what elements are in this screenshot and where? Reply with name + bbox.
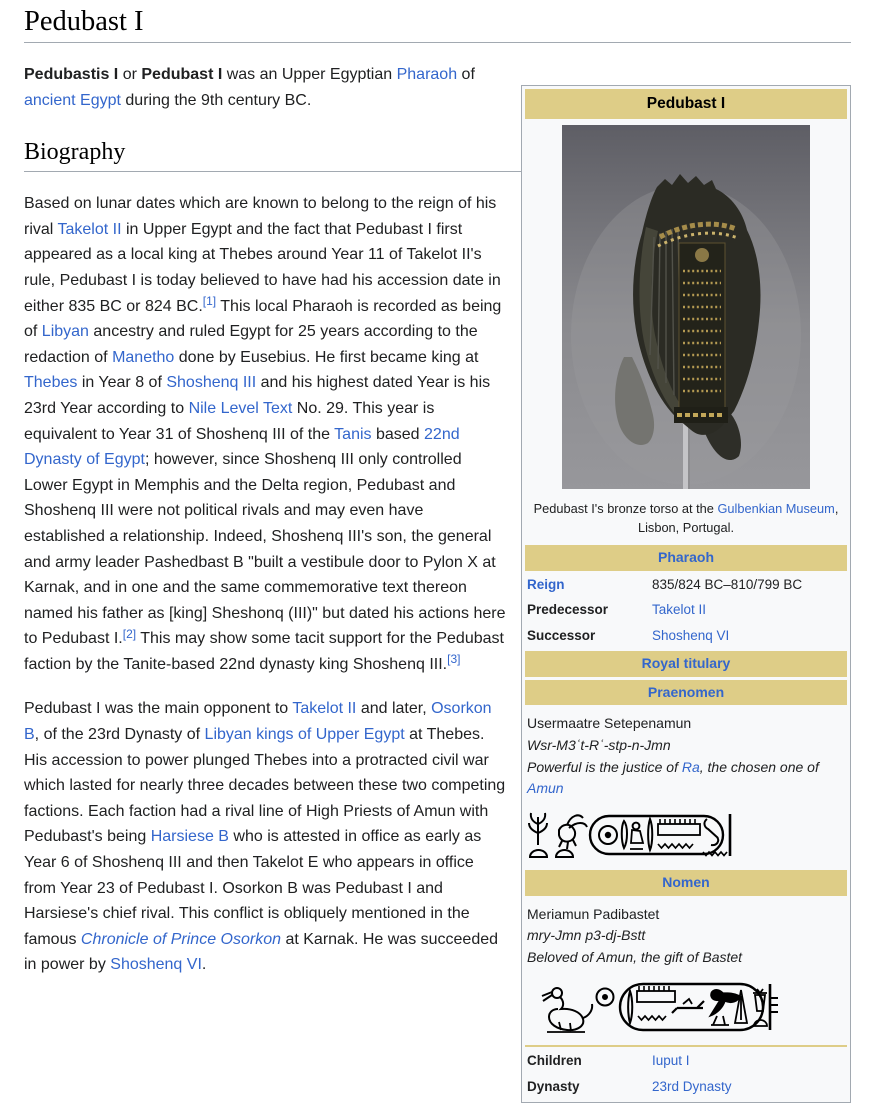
praenomen-name: Usermaatre Setepenamun	[527, 715, 692, 732]
nomen-meaning: Beloved of Amun, the gift of Bastet	[527, 949, 743, 966]
reference-link[interactable]: [1]	[202, 294, 217, 309]
children-link[interactable]: Iuput I	[652, 1052, 690, 1068]
pedubast-torso-image[interactable]	[562, 125, 810, 489]
biography-paragraph-1: Based on lunar dates which are known to belong to the reign of his rival Takelot II in Upper Egypt and the fact that Pedubast I first appeared as a local king at Thebes around Year 11 of Takelot II's rule, Pedubast I is today believed to have had his accession date in either 835 BC or 824 BC.[1] This local Pharaoh is recorded as being of Libyan ancestry and ruled Egypt for 25 years according to the redaction of Manetho done by Eusebius. He first became king at Thebes in Year 8 of Shoshenq III and his highest dated Year is his 23rd Year according to Nile Level Text No. 29. This year is equivalent to Year 31 of Shoshenq III of the Tanis based 22nd Dynasty of Egypt; however, since Shoshenq III only controlled Lower Egypt in Memphis and the Delta region, Pedubast and Shoshenq III were not political rivals and may even have established a relationship. Indeed, Shoshenq III's son, the general and army leader Pashedbast B "built a vestibule door to Pylon X at Karnak, and in one and the same commemorative text thereon named his father as [king] Sheshonq (III)" but dated his actions here to Pedubast I.[2] This may show some tacit support for the Pedubast faction by the Tanite-based 22nd dynasty king Shoshenq III.[3]	[24, 195, 506, 673]
biography-heading: Biography	[24, 139, 851, 172]
wiki-link[interactable]: 22nd Dynasty of Egypt	[24, 425, 460, 469]
reign-label-link[interactable]: Reign	[527, 576, 565, 592]
wiki-link[interactable]: Harsiese B	[150, 828, 229, 846]
biography-paragraph-2: Pedubast I was the main opponent to Takelot II and later, Osorkon B, of the 23rd Dynasty of Libyan kings of Upper Egypt at Thebes. His accession to power plunged Thebes into a protracted civil war which lasted for nearly three decades between these two competing factions. Each faction had a rival line of High Priests of Amun with Pedubast's being Harsiese B who is attested in office as early as Year 6 of Shoshenq III and then Takelot E who appears in office from Year 23 of Pedubast I. Osorkon B was Pedubast I and Harsiese's chief rival. This conflict is obliquely mentioned in the famous Chronicle of Prince Osorkon at Karnak. He was succeeded in power by Shoshenq VI.	[24, 700, 506, 974]
successor-link[interactable]: Shoshenq VI	[652, 628, 730, 644]
dynasty-link[interactable]: 23rd Dynasty	[652, 1078, 732, 1094]
wiki-link[interactable]: Shoshenq VI	[110, 956, 202, 974]
nomen-block	[525, 899, 847, 975]
nomen-hieroglyphs-icon	[527, 980, 783, 1034]
bold-text: Pedubastis I	[24, 66, 119, 83]
wiki-link[interactable]: Osorkon B	[24, 700, 492, 744]
reference-link[interactable]: [3]	[447, 652, 461, 667]
wiki-link[interactable]: Shoshenq III	[166, 374, 257, 392]
wiki-link[interactable]: Gulbenkian Museum	[717, 500, 835, 516]
wiki-link[interactable]: Ra	[681, 758, 700, 775]
infobox-caption: Pedubast I's bronze torso at the Gulbenkian Museum, Lisbon, Portugal.	[533, 500, 839, 535]
wiki-link[interactable]: Thebes	[24, 374, 78, 392]
successor-label: Successor	[527, 628, 596, 644]
wiki-link[interactable]: Libyan	[41, 323, 89, 341]
praenomen-hieroglyphs-icon	[527, 811, 739, 859]
reference-sup	[123, 627, 136, 641]
wiki-link[interactable]: Manetho	[112, 348, 175, 366]
wiki-link[interactable]: Libyan kings of Upper Egypt	[204, 726, 405, 744]
praenomen-block	[525, 708, 847, 806]
dynasty-row	[525, 1076, 847, 1099]
praenomen-meaning	[527, 757, 843, 800]
page-title: Pedubast I	[24, 4, 851, 43]
reference-link[interactable]: [2]	[122, 626, 137, 641]
royal-titulary-header-link[interactable]: Royal titulary	[641, 655, 731, 672]
praenomen-transliteration: Wsr-M3ʿt-Rʿ-stp-n-Jmn	[527, 737, 671, 754]
predecessor-link[interactable]: Takelot II	[652, 602, 707, 618]
nomen-transliteration: mry-Jmn p3-dj-Bstt	[527, 927, 646, 944]
infobox	[521, 85, 851, 1103]
nomen-name: Meriamun Padibastet	[527, 905, 660, 922]
predecessor-label: Predecessor	[527, 602, 609, 618]
italic-text: , the chosen one of	[699, 758, 819, 775]
dynasty-label: Dynasty	[527, 1078, 580, 1094]
predecessor-row	[525, 599, 847, 622]
wiki-link[interactable]: ancient Egypt	[24, 91, 121, 109]
successor-row	[525, 625, 847, 648]
wiki-link[interactable]: Amun	[527, 780, 564, 797]
children-row	[525, 1050, 847, 1073]
pharaoh-header-link[interactable]: Pharaoh	[657, 548, 714, 565]
wiki-link[interactable]: Chronicle of Prince Osorkon	[80, 930, 282, 948]
wiki-link[interactable]: Tanis	[334, 425, 372, 443]
wiki-link[interactable]: Nile Level Text	[188, 399, 293, 417]
intro-paragraph: Pedubastis I or Pedubast I was an Upper Egyptian Pharaoh of ancient Egypt during the 9th century BC.	[24, 66, 475, 109]
reign-value: 835/824 BC–810/799 BC	[652, 576, 803, 592]
praenomen-header-link[interactable]: Praenomen	[647, 683, 725, 700]
bold-text: Pedubast I	[141, 66, 223, 83]
nomen-header-link[interactable]: Nomen	[662, 874, 710, 891]
reference-sup	[203, 294, 216, 308]
reign-row	[525, 574, 847, 597]
wiki-link[interactable]: Takelot II	[292, 700, 357, 718]
gold-separator	[525, 1045, 847, 1047]
reference-sup	[447, 652, 460, 666]
children-label: Children	[527, 1052, 582, 1068]
wiki-link[interactable]: Takelot II	[57, 220, 122, 238]
wiki-link[interactable]: Pharaoh	[396, 66, 458, 83]
italic-text: Powerful is the justice of	[527, 758, 682, 775]
infobox-title: Pedubast I	[525, 89, 847, 119]
